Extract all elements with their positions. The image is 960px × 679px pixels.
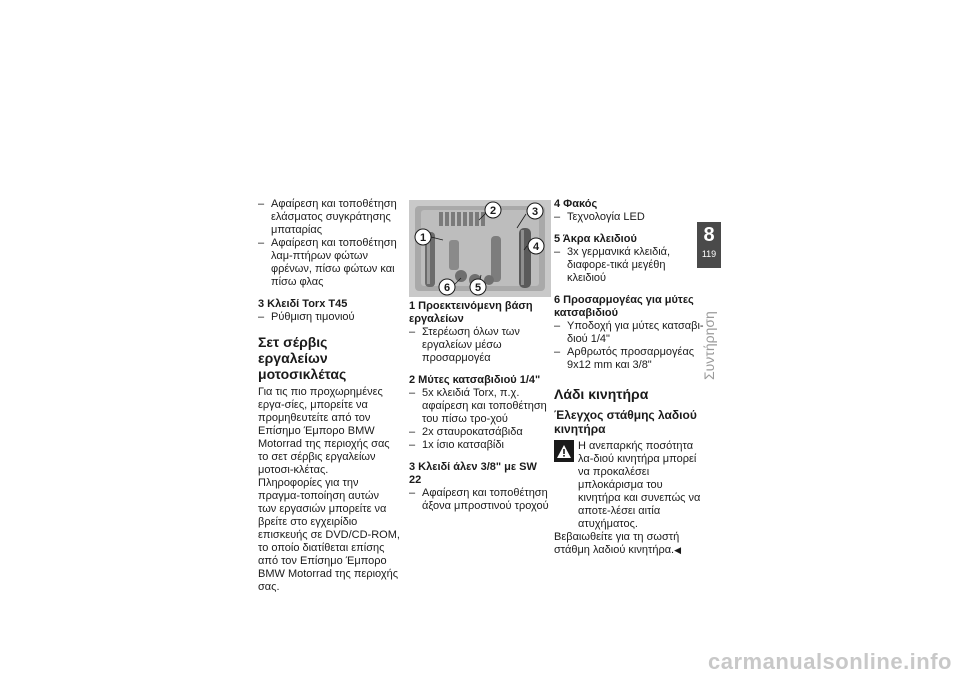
warning-block [554, 440, 704, 531]
column-1 [258, 198, 400, 594]
toolkit-photo [409, 200, 551, 297]
chapter-number: 8 [703, 224, 715, 246]
list-item: – 3x γερμανικά κλειδιά, διαφορε-τικά μεγέθη κλειδιού [554, 246, 704, 285]
watermark: carmanualsonline.info [708, 649, 952, 674]
warning-text-2: Βεβαιωθείτε για τη σωστή στάθμη λαδιού κινητήρα.◀ [554, 531, 682, 556]
section-4-title: 4 Φακός [554, 198, 598, 210]
list-item: – Αρθρωτός προσαρμογέας 9x12 mm και 3/8" [554, 346, 704, 372]
section-1-title: 1 Προεκτεινόμενη βάση εργαλείων [409, 300, 533, 325]
section-3-title: 3 Κλειδί άλεν 3/8" με SW 22 [409, 461, 537, 486]
warning-text: Η ανεπαρκής ποσότητα λα-διού κινητήρα μπορεί να προκαλέσει μπλοκάρισμα του κινητήρα και συνεπώς να αποτε-λέσει αιτία ατυχήματος. [578, 440, 701, 530]
callout-1: 1 [419, 232, 427, 244]
column-3 [554, 198, 704, 557]
list-item: – 1x ίσιο κατσαβίδι [409, 439, 551, 452]
list-item: – 2x σταυροκατσάβιδα [409, 426, 551, 439]
set-paragraph-1: Για τις πιο προχωρημένες εργα-σίες, μπορείτε να προμηθευτείτε από τον Επίσημο Έμπορο BMW Motorrad της περιοχής σας το σετ σέρβις εργαλείων μοτοσι-κλέτας. [258, 386, 390, 476]
oil-title: Λάδι κινητήρα [554, 386, 649, 402]
set-title: Σετ σέρβις εργαλείων μοτοσικλέτας [258, 334, 347, 382]
key3-title: 3 Κλειδί Torx T45 [258, 298, 348, 310]
callout-6: 6 [443, 282, 451, 294]
list-item: – Υποδοχή για μύτες κατσαβι-διού 1/4" [554, 320, 704, 346]
callout-3: 3 [531, 206, 539, 218]
list-item: – Στερέωση όλων των εργαλείων μέσω προσαρμογέα [409, 326, 551, 365]
set-paragraph-2: Πληροφορίες για την πραγμα-τοποίηση αυτών των εργασιών μπορείτε να βρείτε στο εγχειρίδιο επισκευής σε DVD/CD-ROM, το οποίο διατίθεται επίσης από τον Επίσημο Έμπορο BMW Motorrad της περιοχής σας. [258, 477, 400, 593]
section-2-title: 2 Μύτες κατσαβιδιού 1/4" [409, 374, 541, 386]
callout-5: 5 [474, 282, 482, 294]
list-item: – Αφαίρεση και τοποθέτηση λαμ-πτήρων φώτων φρένων, πίσω φώτων και πίσω φλας [258, 237, 400, 289]
section-5-title: 5 Άκρα κλειδιού [554, 233, 637, 245]
list-item: – Ρύθμιση τιμονιού [258, 311, 400, 324]
list-item: – Αφαίρεση και τοποθέτηση άξονα μπροστινού τροχού [409, 487, 551, 513]
list-item: – 5x κλειδιά Torx, π.χ. αφαίρεση και τοποθέτηση του πίσω τρο-χού [409, 387, 551, 426]
chapter-tab [697, 222, 721, 268]
page-number: 119 [701, 249, 717, 259]
end-mark-icon: ◀ [674, 545, 682, 555]
oil-subtitle: Έλεγχος στάθμης λαδιού κινητήρα [554, 408, 697, 436]
warning-icon [554, 440, 574, 462]
list-item: – Τεχνολογία LED [554, 211, 704, 224]
section-6-title: 6 Προσαρμογέας για μύτες κατσαβιδιού [554, 294, 694, 319]
column-2 [409, 300, 551, 513]
callout-2: 2 [489, 205, 497, 217]
chapter-title-vertical: Συντήρηση [701, 311, 717, 380]
callout-4: 4 [532, 241, 540, 253]
list-item: – Αφαίρεση και τοποθέτηση ελάσματος συγκράτησης μπαταρίας [258, 198, 400, 237]
